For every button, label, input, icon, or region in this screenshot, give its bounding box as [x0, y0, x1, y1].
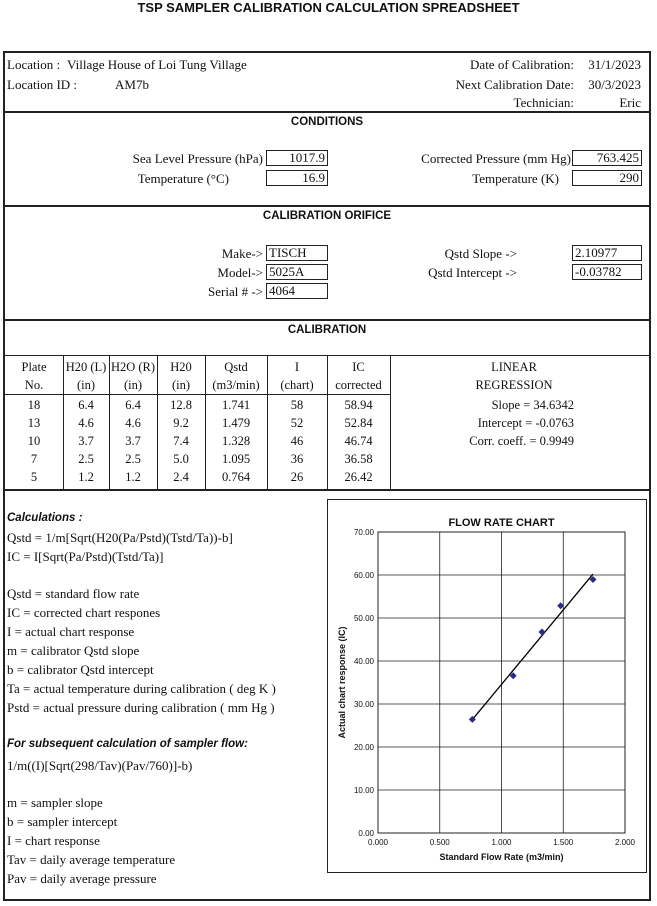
table-header-cell: Plate — [21, 360, 47, 374]
orifice-heading: CALIBRATION ORIFICE — [262, 210, 392, 222]
table-header-cell: H2O (R) — [110, 360, 156, 374]
x-axis-label: Standard Flow Rate (m3/min) — [439, 852, 564, 862]
definition-item: I = actual chart response — [7, 624, 135, 639]
y-tick-label: 60.00 — [353, 571, 374, 580]
qstd-slope-value: 2.10977 — [572, 245, 642, 261]
table-header-cell: I — [294, 360, 300, 374]
definition-item: Ta = actual temperature during calibration ( deg K ) — [7, 681, 276, 696]
x-tick-label: 0.500 — [429, 838, 450, 847]
table-cell: 3.7 — [78, 434, 94, 448]
location-id-value: AM7b — [115, 77, 149, 92]
trendline — [472, 574, 593, 720]
table-header-cell: corrected — [335, 378, 382, 392]
sea-level-pressure-value: 1017.9 — [266, 150, 328, 166]
formula-qstd: Qstd = 1/m[Sqrt(H20(Pa/Pstd)(Tstd/Ta))-b] — [7, 530, 233, 545]
next-date-label: Next Calibration Date: — [455, 77, 574, 92]
technician-value: Eric — [619, 95, 641, 110]
calculations-heading: Calculations : — [7, 512, 83, 524]
definition-item: Qstd = standard flow rate — [7, 586, 140, 601]
table-header-cell: (in) — [123, 378, 143, 392]
regression-corr-coeff: Corr. coeff. = 0.9949 — [469, 434, 574, 448]
definition-item: m = calibrator Qstd slope — [7, 643, 140, 658]
corrected-pressure-value: 763.425 — [572, 150, 642, 166]
table-cell: 46 — [290, 434, 304, 448]
table-cell: 18 — [27, 398, 41, 412]
table-header-cell: (in) — [171, 378, 191, 392]
table-cell: 1.741 — [221, 398, 251, 412]
table-cell: 1.2 — [78, 470, 94, 484]
table-header-cell: IC — [352, 360, 365, 374]
regression-slope: Slope = 34.6342 — [491, 398, 574, 412]
table-cell: 26.42 — [344, 470, 373, 484]
table-cell: 10 — [27, 434, 41, 448]
table-cell: 7.4 — [173, 434, 189, 448]
table-cell: 1.2 — [125, 470, 141, 484]
table-cell: 2.5 — [78, 452, 94, 466]
y-axis-label: Actual chart response (IC) — [337, 626, 347, 739]
flow-rate-chart — [327, 499, 647, 873]
serial-value: 4064 — [266, 283, 328, 299]
location-id-label: Location ID : — [7, 77, 78, 92]
sampler-definition-item: b = sampler intercept — [7, 814, 118, 829]
x-tick-label: 2.000 — [614, 838, 636, 847]
definition-item: Pstd = actual pressure during calibration ( mm Hg ) — [7, 700, 275, 715]
table-cell: 52 — [290, 416, 304, 430]
table-cell: 0.764 — [221, 470, 251, 484]
sampler-definition-item: m = sampler slope — [7, 795, 103, 810]
regression-heading: REGRESSION — [475, 378, 553, 392]
model-value: 5025A — [266, 264, 328, 280]
conditions-heading: CONDITIONS — [290, 116, 364, 128]
chart-title: FLOW RATE CHART — [448, 517, 555, 529]
table-cell: 6.4 — [125, 398, 141, 412]
location-label: Location : — [7, 57, 61, 72]
table-cell: 5 — [30, 470, 38, 484]
table-header-cell: No. — [24, 378, 44, 392]
table-cell: 46.74 — [344, 434, 373, 448]
document-title: TSP SAMPLER CALIBRATION CALCULATION SPREADSHEET — [137, 0, 520, 15]
chart-svg — [328, 500, 646, 872]
y-tick-label: 70.00 — [353, 528, 374, 537]
table-header-cell: H20 (L) — [65, 360, 107, 374]
sampler-definition-item: Pav = daily average pressure — [7, 871, 157, 886]
subsequent-formula: 1/m((I)[Sqrt(298/Tav)(Pav/760)]-b) — [7, 758, 193, 773]
table-cell: 13 — [27, 416, 41, 430]
serial-label: Serial # -> — [208, 284, 263, 299]
location-value: Village House of Loi Tung Village — [67, 57, 247, 72]
y-tick-label: 50.00 — [353, 614, 374, 623]
qstd-slope-label: Qstd Slope -> — [444, 246, 517, 261]
regression-heading: LINEAR — [491, 360, 537, 374]
make-value: TISCH — [266, 245, 328, 261]
date-label: Date of Calibration: — [470, 57, 574, 72]
table-cell: 1.328 — [221, 434, 251, 448]
y-tick-label: 20.00 — [353, 743, 374, 752]
model-label: Model-> — [217, 265, 263, 280]
table-cell: 36 — [290, 452, 304, 466]
x-tick-label: 1.000 — [491, 838, 512, 847]
y-tick-label: 10.00 — [353, 786, 374, 795]
table-cell: 4.6 — [78, 416, 94, 430]
table-header-cell: Qstd — [224, 360, 248, 374]
table-cell: 1.479 — [221, 416, 251, 430]
table-cell: 2.4 — [173, 470, 189, 484]
table-cell: 1.095 — [221, 452, 251, 466]
definition-item: IC = corrected chart respones — [7, 605, 161, 620]
formula-ic: IC = I[Sqrt(Pa/Pstd)(Tstd/Ta)] — [7, 549, 164, 564]
corrected-pressure-label: Corrected Pressure (mm Hg) — [421, 151, 571, 166]
table-header-cell: (chart) — [280, 378, 314, 392]
table-cell: 12.8 — [170, 398, 192, 412]
sea-level-pressure-label: Sea Level Pressure (hPa) — [132, 151, 263, 166]
table-cell: 5.0 — [173, 452, 189, 466]
x-tick-label: 0.000 — [367, 838, 389, 847]
table-cell: 26 — [290, 470, 304, 484]
table-cell: 2.5 — [125, 452, 141, 466]
data-point — [539, 629, 546, 636]
calibration-heading: CALIBRATION — [287, 324, 367, 336]
technician-label: Technician: — [513, 95, 574, 110]
temperature-c-value: 16.9 — [266, 170, 328, 186]
table-cell: 58 — [290, 398, 304, 412]
table-header-cell: H20 — [170, 360, 192, 374]
temperature-k-value: 290 — [572, 170, 642, 186]
table-cell: 36.58 — [344, 452, 373, 466]
table-header-cell: (m3/min) — [212, 378, 260, 392]
x-tick-label: 1.500 — [553, 838, 574, 847]
next-date-value: 30/3/2023 — [588, 77, 641, 92]
make-label: Make-> — [221, 246, 263, 261]
y-tick-label: 40.00 — [353, 657, 374, 666]
sampler-definition-item: Tav = daily average temperature — [7, 852, 176, 867]
date-value: 31/1/2023 — [588, 57, 641, 72]
sampler-definition-item: I = chart response — [7, 833, 100, 848]
temperature-k-label: Temperature (K) — [472, 171, 559, 186]
table-cell: 7 — [30, 452, 38, 466]
table-header-cell: (in) — [76, 378, 96, 392]
definition-item: b = calibrator Qstd intercept — [7, 662, 154, 677]
qstd-intercept-value: -0.03782 — [572, 264, 642, 280]
table-cell: 52.84 — [344, 416, 373, 430]
subsequent-heading: For subsequent calculation of sampler flow: — [7, 738, 248, 750]
table-cell: 3.7 — [125, 434, 141, 448]
y-tick-label: 0.00 — [358, 829, 374, 838]
table-cell: 58.94 — [344, 398, 373, 412]
temperature-c-label: Temperature (°C) — [137, 171, 229, 186]
table-cell: 9.2 — [173, 416, 189, 430]
regression-intercept: Intercept = -0.0763 — [477, 416, 574, 430]
y-tick-label: 30.00 — [353, 700, 374, 709]
table-cell: 4.6 — [125, 416, 141, 430]
spreadsheet-frame — [3, 51, 651, 901]
table-cell: 6.4 — [78, 398, 94, 412]
qstd-intercept-label: Qstd Intercept -> — [428, 265, 517, 280]
